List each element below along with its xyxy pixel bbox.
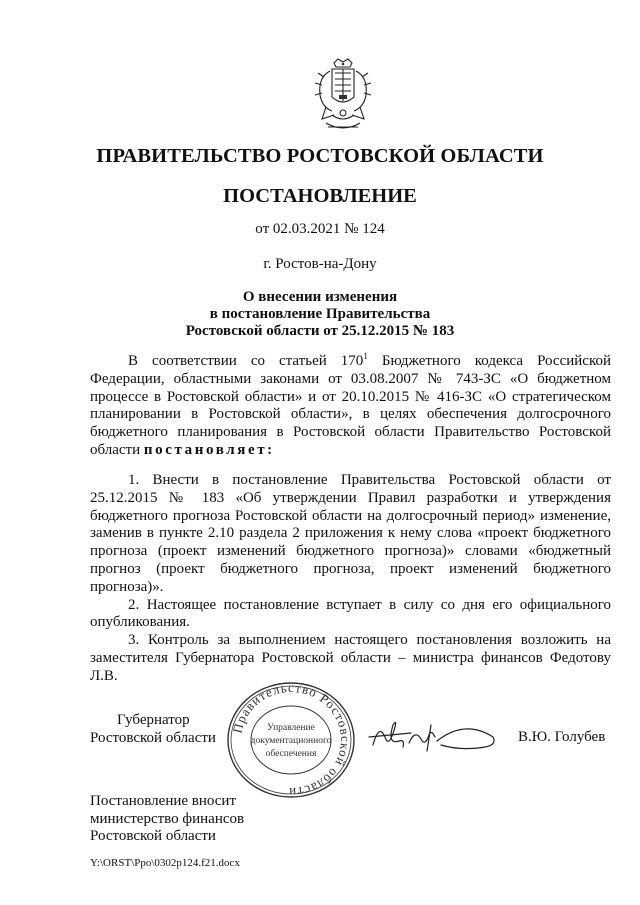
file-path: Y:\ORST\Ppo\0302p124.f21.docx	[90, 857, 240, 869]
decree-item: 1. Внести в постановление Правительства Ростовской области от 25.12.2015 № 183 «Об утверждении Правил разработки и утверждения бюджетного прогноза Ростовской области на долгосрочный период» изменение, заменив в пункте 2.10 раздела 2 приложения к нему слова «проект бюджетного прогноза (проект изменений бюджетного прогноза)» словами «бюджетный прогноз (проект бюджетного прогноза, проект изменений бюджетного прогноза)».	[90, 472, 611, 595]
stamp-center-line: Управление	[267, 723, 315, 733]
official-stamp	[225, 680, 357, 800]
decree-item: 2. Настоящее постановление вступает в силу со дня его официального опубликования.	[90, 596, 611, 631]
subject-line: О внесении изменения	[242, 289, 398, 305]
coat-of-arms-icon	[312, 57, 374, 137]
date-and-number: от 02.03.2021 № 124	[255, 221, 385, 237]
preamble-text: В соответствии со статьей 170	[128, 353, 364, 369]
stamp-center-line: документационного	[250, 736, 332, 746]
decree-item: 3. Контроль за выполнением настоящего постановления возложить на заместителя Губернатора Ростовской области – министра финансов Федотову Л.В.	[90, 632, 611, 684]
preamble-text: Бюджетного кодекса Российской Федерации, областными законами от 03.08.2007 № 743-ЗС «О бюджетном процессе в Ростовской области» и от 20.10.2015 № 416-ЗС «О стратегическом планировании в Ростовской области», в целях обеспечения долгосрочного бюджетного планирования в Ростовской области Правительство Ростовской области	[90, 353, 612, 458]
submitted-by	[90, 793, 244, 846]
decree-word: постановляет:	[143, 441, 275, 458]
organization-title: ПРАВИТЕЛЬСТВО РОСТОВСКОЙ ОБЛАСТИ	[96, 145, 544, 167]
submitted-line: Постановление вносит	[90, 793, 237, 809]
subject-line: в постановление Правительства	[209, 306, 431, 322]
submitted-line: министерство финансов	[90, 810, 245, 827]
city: г. Ростов-на-Дону	[263, 256, 377, 272]
stamp-ring-text: Правительство Ростовской области	[229, 680, 354, 800]
stamp-center-line: обеспечения	[265, 749, 317, 759]
position-line: Ростовской области	[90, 730, 216, 746]
handwritten-signature	[365, 715, 500, 760]
document-type: ПОСТАНОВЛЕНИЕ	[223, 185, 417, 207]
submitted-line: Ростовской области	[90, 828, 216, 844]
position-line: Губернатор	[117, 712, 190, 728]
preamble-paragraph	[90, 353, 611, 460]
signatory-name: В.Ю. Голубев	[518, 729, 606, 745]
subject-line: Ростовской области от 25.12.2015 № 183	[185, 323, 455, 339]
superscript: 1	[363, 351, 368, 361]
decree-items	[90, 472, 611, 686]
document-subject	[0, 289, 640, 340]
signatory-position	[90, 711, 216, 747]
preamble	[90, 353, 611, 460]
